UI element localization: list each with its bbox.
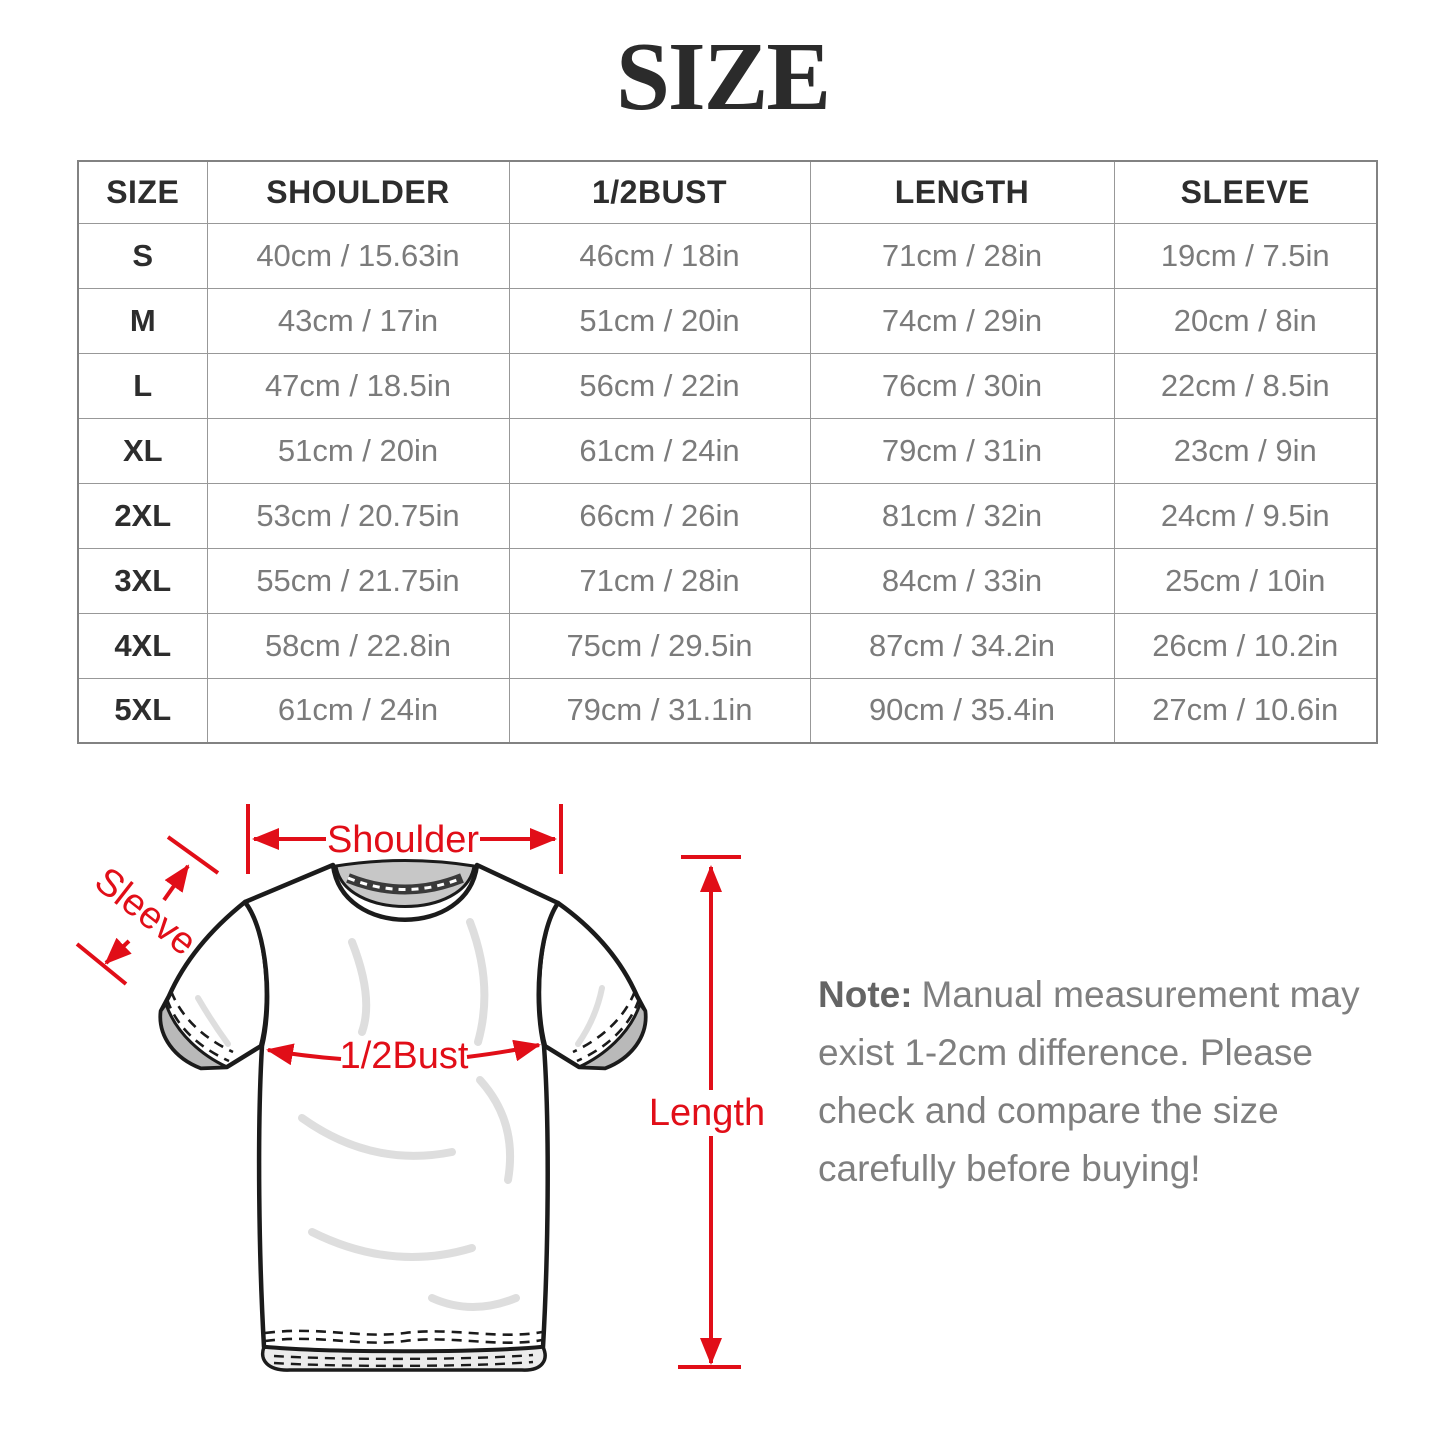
- shoulder-label: Shoulder: [326, 819, 480, 861]
- sleeve-arrow-up: [164, 866, 188, 900]
- tshirt-illustration: [161, 861, 646, 1371]
- value-cell: 75cm / 29.5in: [509, 613, 810, 678]
- value-cell: 56cm / 22in: [509, 353, 810, 418]
- size-cell: XL: [78, 418, 207, 483]
- value-cell: 20cm / 8in: [1114, 288, 1377, 353]
- value-cell: 84cm / 33in: [810, 548, 1114, 613]
- value-cell: 79cm / 31in: [810, 418, 1114, 483]
- value-cell: 74cm / 29in: [810, 288, 1114, 353]
- note-line: carefully before buying!: [818, 1148, 1201, 1189]
- column-header: SIZE: [78, 161, 207, 223]
- value-cell: 71cm / 28in: [810, 223, 1114, 288]
- value-cell: 27cm / 10.6in: [1114, 678, 1377, 743]
- value-cell: 87cm / 34.2in: [810, 613, 1114, 678]
- value-cell: 90cm / 35.4in: [810, 678, 1114, 743]
- value-cell: 43cm / 17in: [207, 288, 509, 353]
- value-cell: 61cm / 24in: [509, 418, 810, 483]
- value-cell: 24cm / 9.5in: [1114, 483, 1377, 548]
- size-cell: 2XL: [78, 483, 207, 548]
- value-cell: 19cm / 7.5in: [1114, 223, 1377, 288]
- collar: [336, 861, 474, 907]
- value-cell: 51cm / 20in: [207, 418, 509, 483]
- size-cell: M: [78, 288, 207, 353]
- size-cell: L: [78, 353, 207, 418]
- column-header: SHOULDER: [207, 161, 509, 223]
- column-header: 1/2BUST: [509, 161, 810, 223]
- value-cell: 25cm / 10in: [1114, 548, 1377, 613]
- note-text: Manual measurement may: [921, 974, 1360, 1015]
- size-cell: 3XL: [78, 548, 207, 613]
- column-header: SLEEVE: [1114, 161, 1377, 223]
- bust-label: 1/2Bust: [339, 1035, 469, 1077]
- value-cell: 71cm / 28in: [509, 548, 810, 613]
- size-cell: S: [78, 223, 207, 288]
- value-cell: 26cm / 10.2in: [1114, 613, 1377, 678]
- size-cell: 4XL: [78, 613, 207, 678]
- value-cell: 61cm / 24in: [207, 678, 509, 743]
- length-label: Length: [648, 1092, 766, 1134]
- note-line: [818, 966, 1418, 1024]
- value-cell: 40cm / 15.63in: [207, 223, 509, 288]
- note-line: exist 1-2cm difference. Please: [818, 1032, 1313, 1073]
- value-cell: 51cm / 20in: [509, 288, 810, 353]
- size-cell: 5XL: [78, 678, 207, 743]
- value-cell: 47cm / 18.5in: [207, 353, 509, 418]
- sleeve-label: Sleeve: [86, 859, 205, 965]
- value-cell: 76cm / 30in: [810, 353, 1114, 418]
- sleeve-arrow-down: [106, 941, 129, 963]
- hem-band: [263, 1347, 545, 1370]
- tshirt-body: [245, 865, 558, 1352]
- value-cell: 22cm / 8.5in: [1114, 353, 1377, 418]
- value-cell: 58cm / 22.8in: [207, 613, 509, 678]
- page-title: SIZE: [615, 23, 830, 130]
- value-cell: 53cm / 20.75in: [207, 483, 509, 548]
- value-cell: 66cm / 26in: [509, 483, 810, 548]
- measurement-note: [818, 966, 1418, 1198]
- value-cell: 46cm / 18in: [509, 223, 810, 288]
- note-line: check and compare the size: [818, 1090, 1279, 1131]
- value-cell: 81cm / 32in: [810, 483, 1114, 548]
- value-cell: 79cm / 31.1in: [509, 678, 810, 743]
- value-cell: 55cm / 21.75in: [207, 548, 509, 613]
- column-header: LENGTH: [810, 161, 1114, 223]
- note-prefix: Note:: [818, 974, 913, 1015]
- value-cell: 23cm / 9in: [1114, 418, 1377, 483]
